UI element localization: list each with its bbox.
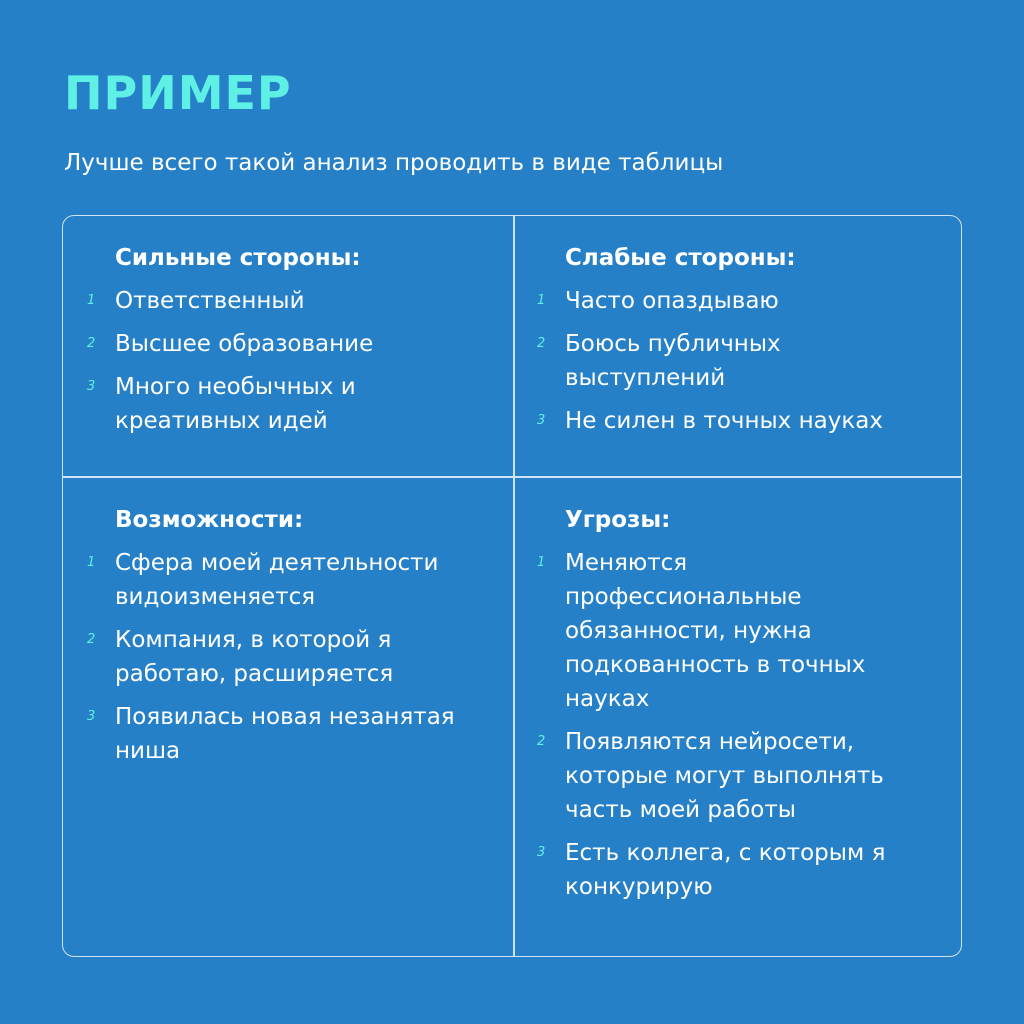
horizontal-divider (63, 476, 961, 478)
quadrant-list (87, 546, 505, 768)
item-number: 2 (87, 336, 96, 351)
quadrant-heading: Возможности: (115, 507, 304, 533)
page-subtitle: Лучше всего такой анализ проводить в виде таблицы (64, 150, 724, 176)
item-text: Появляются нейросети, которые могут выполнять часть моей работы (565, 729, 884, 823)
list-item (87, 623, 455, 691)
list-item (87, 284, 435, 318)
item-text: Есть коллега, с которым я конкурирую (565, 840, 886, 900)
item-text: Ответственный (115, 288, 305, 314)
quadrant-weaknesses (537, 242, 957, 447)
item-number: 2 (87, 632, 96, 647)
quadrant-strengths (87, 242, 505, 447)
quadrant-list (87, 284, 505, 438)
vertical-divider (513, 216, 515, 956)
list-item (537, 284, 935, 318)
list-item (87, 370, 390, 438)
item-number: 3 (537, 845, 546, 860)
item-text: Боюсь публичных выступлений (565, 331, 781, 391)
page-title: ПРИМЕР (64, 66, 292, 120)
swot-table (62, 215, 962, 957)
quadrant-opportunities (87, 504, 505, 777)
item-number: 3 (87, 379, 96, 394)
item-text: Появилась новая незанятая ниша (115, 704, 455, 764)
list-item (537, 725, 935, 827)
list-item (87, 546, 490, 614)
list-item (537, 404, 957, 438)
item-number: 3 (537, 413, 546, 428)
item-number: 1 (87, 555, 96, 570)
item-text: Не силен в точных науках (565, 408, 883, 434)
list-item (87, 327, 435, 361)
item-number: 3 (87, 709, 96, 724)
list-item (87, 700, 505, 768)
list-item (537, 327, 835, 395)
quadrant-heading: Сильные стороны: (115, 245, 361, 271)
list-item (537, 546, 910, 716)
quadrant-list (537, 284, 957, 438)
item-text: Много необычных и креативных идей (115, 374, 356, 434)
quadrant-threats (537, 504, 957, 913)
item-text: Часто опаздываю (565, 288, 779, 314)
item-number: 1 (87, 293, 96, 308)
quadrant-heading: Угрозы: (565, 507, 671, 533)
item-number: 1 (537, 555, 546, 570)
item-text: Высшее образование (115, 331, 374, 357)
item-number: 2 (537, 336, 546, 351)
item-text: Сфера моей деятельности видоизменяется (115, 550, 439, 610)
list-item (537, 836, 905, 904)
item-text: Компания, в которой я работаю, расширяется (115, 627, 394, 687)
item-text: Меняются профессиональные обязанности, нужна подкованность в точных науках (565, 550, 866, 712)
item-number: 2 (537, 734, 546, 749)
quadrant-heading: Слабые стороны: (565, 245, 796, 271)
quadrant-list (537, 546, 957, 904)
item-number: 1 (537, 293, 546, 308)
